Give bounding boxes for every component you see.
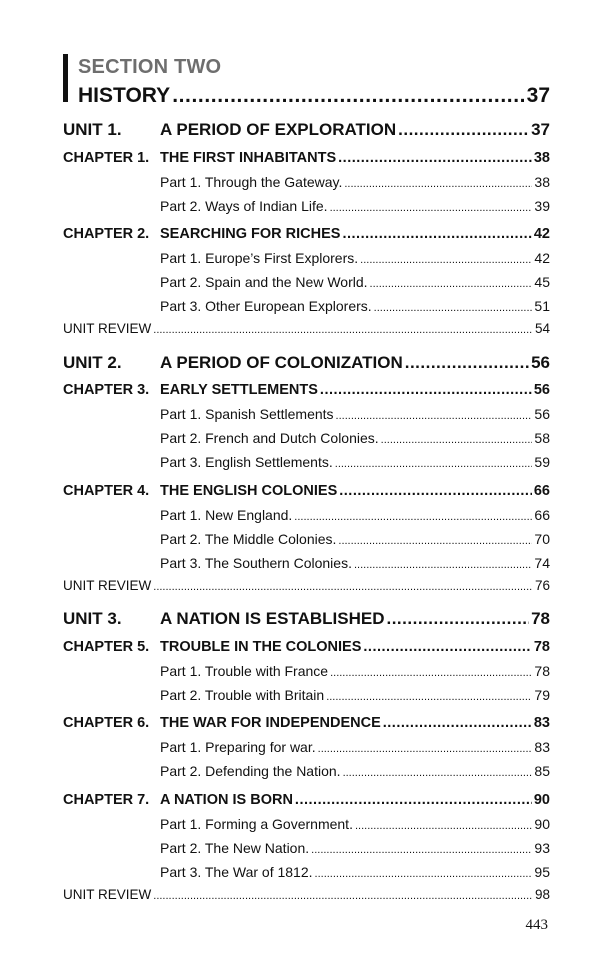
page-number: 98: [534, 887, 550, 902]
dot-leader: [374, 298, 533, 314]
page-number: 38: [534, 174, 550, 190]
part-title: Part 2. Defending the Nation.: [160, 763, 341, 779]
toc-entry-part[interactable]: [160, 555, 550, 571]
section-marker-bar: [63, 54, 68, 102]
page-number: 76: [534, 578, 550, 593]
dot-leader: [295, 792, 532, 808]
chapter-title: SEARCHING FOR RICHES: [160, 226, 341, 242]
page-number: 56: [534, 406, 550, 422]
dot-leader: [153, 887, 533, 902]
toc-entry-part[interactable]: [160, 864, 550, 880]
page-number: 83: [533, 715, 550, 731]
dot-leader: [330, 198, 533, 214]
toc-entry-part[interactable]: [160, 507, 550, 523]
section-title: HISTORY: [78, 84, 171, 107]
unit-review-label: UNIT REVIEW: [63, 578, 152, 593]
toc-entry-part[interactable]: [160, 739, 550, 755]
toc-entry-part[interactable]: [160, 687, 550, 703]
chapter-title: TROUBLE IN THE COLONIES: [160, 639, 362, 655]
unit-review-label: UNIT REVIEW: [63, 887, 152, 902]
page-number: 78: [534, 663, 550, 679]
toc-entry-chapter[interactable]: [63, 226, 550, 242]
part-title: Part 1. Spanish Settlements: [160, 406, 334, 422]
toc-entry-unit-review[interactable]: [63, 887, 550, 902]
toc-entry-part[interactable]: [160, 816, 550, 832]
page-number: 78: [533, 639, 550, 655]
page-number: 83: [534, 739, 550, 755]
part-title: Part 1. New England.: [160, 507, 293, 523]
dot-leader: [344, 174, 532, 190]
dot-leader: [355, 816, 532, 832]
dot-leader: [339, 483, 532, 499]
toc-entry-part[interactable]: [160, 174, 550, 190]
chapter-title: THE ENGLISH COLONIES: [160, 483, 338, 499]
page-number: 79: [534, 687, 550, 703]
chapter-number: CHAPTER 3.: [63, 382, 150, 398]
chapter-number: CHAPTER 2.: [63, 226, 150, 242]
section-label: SECTION TWO: [78, 56, 222, 78]
chapter-number: CHAPTER 7.: [63, 792, 150, 808]
dot-leader: [311, 840, 532, 856]
dot-leader: [338, 531, 532, 547]
toc-entry-part[interactable]: [160, 274, 550, 290]
toc-entry-unit[interactable]: [63, 120, 550, 140]
toc-entry-chapter[interactable]: [63, 382, 550, 398]
toc-entry-unit-review[interactable]: [63, 578, 550, 593]
page-number: 93: [534, 840, 550, 856]
toc-entry-unit[interactable]: [63, 353, 550, 373]
page-number: 37: [531, 120, 550, 139]
part-title: Part 2. French and Dutch Colonies.: [160, 430, 379, 446]
chapter-title: THE FIRST INHABITANTS: [160, 150, 337, 166]
page-number: 85: [534, 763, 550, 779]
part-title: Part 2. The New Nation.: [160, 840, 310, 856]
toc-entry-part[interactable]: [160, 430, 550, 446]
page-number: 38: [533, 150, 550, 166]
part-title: Part 3. The Southern Colonies.: [160, 555, 352, 571]
part-title: Part 3. Other European Explorers.: [160, 298, 372, 314]
page-number: 56: [533, 382, 550, 398]
chapter-number: CHAPTER 4.: [63, 483, 150, 499]
toc-entry-part[interactable]: [160, 250, 550, 266]
part-title: Part 2. Spain and the New World.: [160, 274, 368, 290]
part-title: Part 2. Trouble with Britain: [160, 687, 325, 703]
dot-leader: [335, 454, 533, 470]
toc-entry-chapter[interactable]: [63, 639, 550, 655]
part-title: Part 1. Through the Gateway.: [160, 174, 343, 190]
chapter-number: CHAPTER 5.: [63, 639, 150, 655]
chapter-title: A NATION IS BORN: [160, 792, 293, 808]
toc-entry-part[interactable]: [160, 406, 550, 422]
toc-entry-part[interactable]: [160, 531, 550, 547]
unit-number: UNIT 1.: [63, 120, 122, 139]
page-number: 39: [534, 198, 550, 214]
toc-entry-part[interactable]: [160, 198, 550, 214]
page-number: 54: [534, 321, 550, 336]
dot-leader: [294, 507, 532, 523]
unit-title: A PERIOD OF COLONIZATION: [160, 353, 403, 372]
dot-leader: [381, 430, 533, 446]
chapter-number: CHAPTER 6.: [63, 715, 150, 731]
dot-leader: [338, 150, 532, 166]
dot-leader: [172, 84, 524, 108]
dot-leader: [320, 382, 532, 398]
dot-leader: [342, 226, 531, 242]
part-title: Part 1. Trouble with France: [160, 663, 329, 679]
part-title: Part 1. Europe’s First Explorers.: [160, 250, 359, 266]
toc-entry-unit-review[interactable]: [63, 321, 550, 336]
dot-leader: [318, 739, 533, 755]
unit-number: UNIT 2.: [63, 353, 122, 372]
page-number: 45: [534, 274, 550, 290]
part-title: Part 3. English Settlements.: [160, 454, 333, 470]
toc-entry-part[interactable]: [160, 763, 550, 779]
page-number: 95: [534, 864, 550, 880]
dot-leader: [386, 609, 529, 629]
toc-entry-unit[interactable]: [63, 609, 550, 629]
part-title: Part 3. The War of 1812.: [160, 864, 313, 880]
dot-leader: [360, 250, 532, 266]
dot-leader: [398, 120, 529, 140]
dot-leader: [343, 763, 533, 779]
chapter-title: EARLY SETTLEMENTS: [160, 382, 318, 398]
chapter-number: CHAPTER 1.: [63, 150, 150, 166]
chapter-title: THE WAR FOR INDEPENDENCE: [160, 715, 381, 731]
toc-entry-part[interactable]: [160, 298, 550, 314]
page-number: 70: [534, 531, 550, 547]
dot-leader: [336, 406, 533, 422]
unit-number: UNIT 3.: [63, 609, 122, 628]
dot-leader: [153, 578, 533, 593]
unit-title: A NATION IS ESTABLISHED: [160, 609, 385, 628]
page-number: 90: [533, 792, 550, 808]
toc-entry-chapter[interactable]: [63, 792, 550, 808]
part-title: Part 2. The Middle Colonies.: [160, 531, 337, 547]
toc-entry-part[interactable]: [160, 840, 550, 856]
toc-entry-section-title[interactable]: [78, 84, 550, 108]
dot-leader: [363, 639, 531, 655]
dot-leader: [405, 353, 529, 373]
page-number: 74: [534, 555, 550, 571]
page-folio-number: 443: [525, 917, 548, 933]
part-title: Part 1. Preparing for war.: [160, 739, 316, 755]
page-number: 78: [531, 609, 550, 628]
page-number: 42: [534, 250, 550, 266]
unit-title: A PERIOD OF EXPLORATION: [160, 120, 397, 139]
dot-leader: [354, 555, 532, 571]
dot-leader: [315, 864, 533, 880]
dot-leader: [153, 321, 533, 336]
dot-leader: [383, 715, 532, 731]
toc-entry-chapter[interactable]: [63, 715, 550, 731]
page-number: 56: [531, 353, 550, 372]
dot-leader: [326, 687, 532, 703]
page-number: 90: [534, 816, 550, 832]
toc-entry-part[interactable]: [160, 663, 550, 679]
page-number: 51: [534, 298, 550, 314]
page-number: 66: [533, 483, 550, 499]
page-number: 42: [533, 226, 550, 242]
page-number: 37: [526, 84, 550, 107]
toc-entry-chapter[interactable]: [63, 150, 550, 166]
dot-leader: [330, 663, 532, 679]
part-title: Part 2. Ways of Indian Life.: [160, 198, 328, 214]
toc-entry-part[interactable]: [160, 454, 550, 470]
page-number: 59: [534, 454, 550, 470]
part-title: Part 1. Forming a Government.: [160, 816, 353, 832]
unit-review-label: UNIT REVIEW: [63, 321, 152, 336]
toc-entry-chapter[interactable]: [63, 483, 550, 499]
dot-leader: [370, 274, 533, 290]
page-number: 58: [534, 430, 550, 446]
page-number: 66: [534, 507, 550, 523]
